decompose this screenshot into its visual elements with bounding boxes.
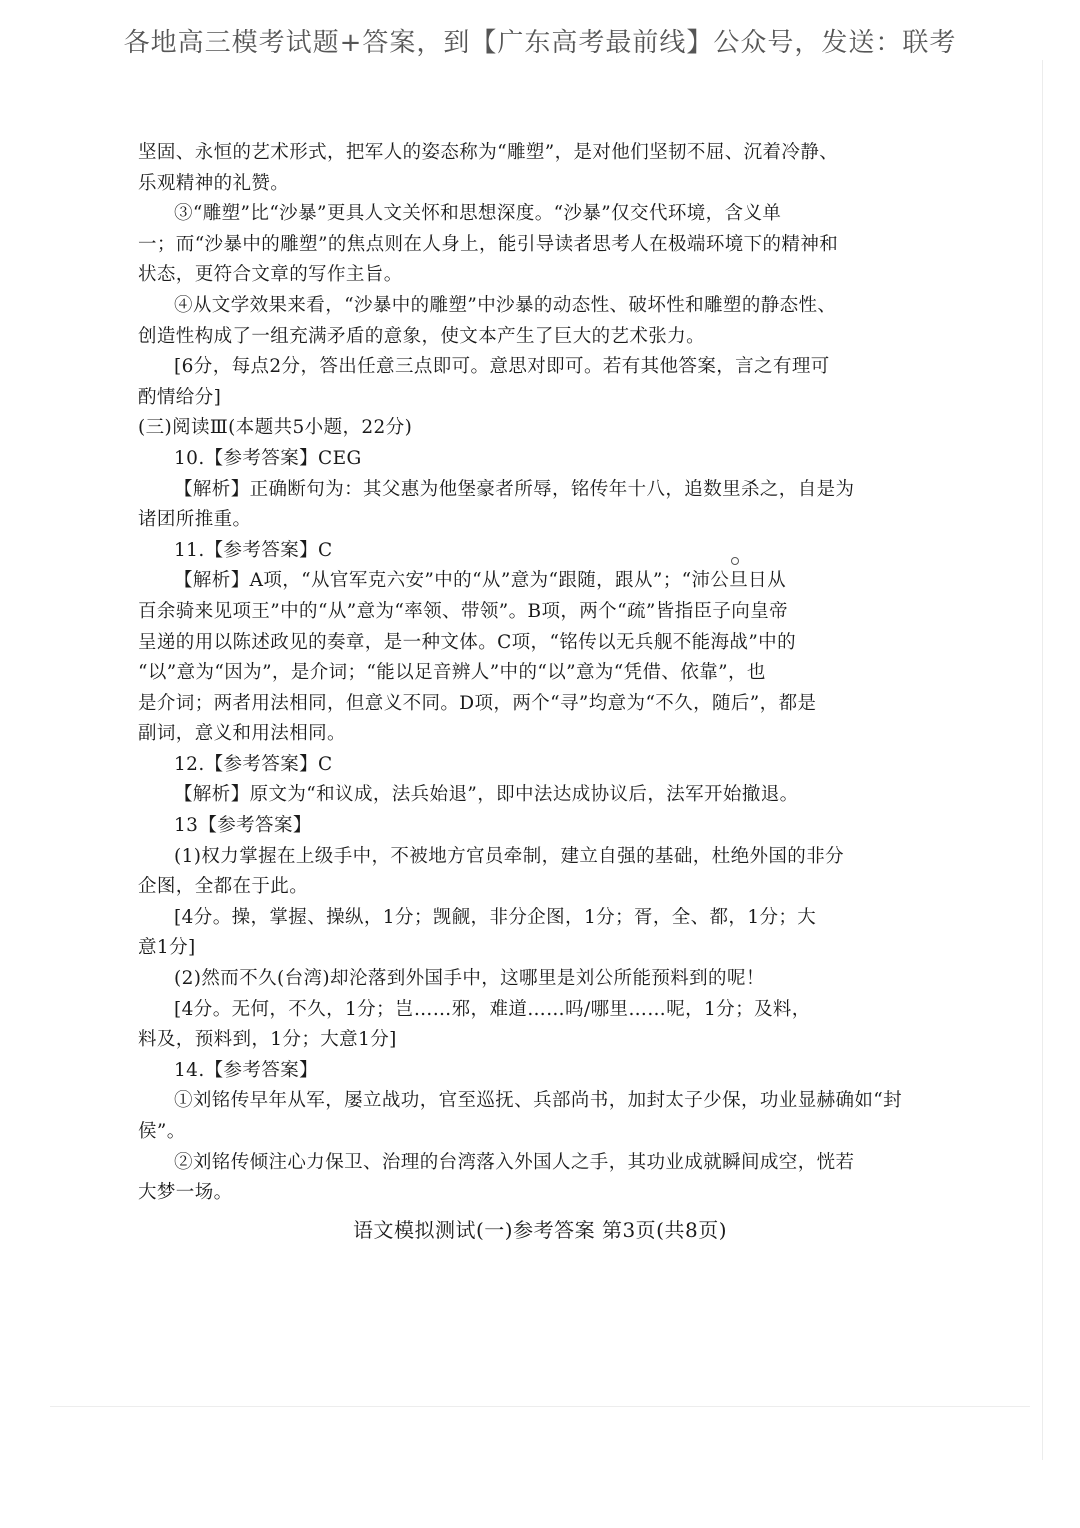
analysis-line: 【解析】正确断句为：其父惠为他堡豪者所辱，铭传年十八，追数里杀之，自是为: [174, 478, 855, 500]
scoring-note: 意1分]: [138, 937, 196, 959]
body-line: 一；而“沙暴中的雕塑”的焦点则在人身上，能引导读者思考人在极端环境下的精神和: [138, 233, 839, 255]
analysis-line: 【解析】原文为“和议成，法兵始退”，即中法达成协议后，法军开始撤退。: [174, 784, 799, 806]
analysis-line: 副词，意义和用法相同。: [138, 723, 346, 745]
answer-point: ①刘铭传早年从军，屡立战功，官至巡抚、兵部尚书，加封太子少保，功业显赫确如“封: [174, 1090, 903, 1112]
analysis-line: 【解析】A项，“从官军克六安”中的“从”意为“跟随，跟从”；“沛公旦日从: [174, 570, 786, 592]
analysis-line: 百余骑来见项王”中的“从”意为“率领、带领”。B项，两个“疏”皆指臣子向皇帝: [138, 600, 789, 622]
scan-edge-bottom: [50, 1406, 1030, 1407]
answer-heading-14: 14.【参考答案】: [174, 1059, 319, 1081]
scan-mark: [731, 557, 739, 565]
body-line: ④从文学效果来看，“沙暴中的雕塑”中沙暴的动态性、破坏性和雕塑的静态性、: [174, 294, 837, 316]
section-heading: (三)阅读Ⅲ(本题共5小题，22分): [138, 417, 413, 439]
body-line: 状态，更符合文章的写作主旨。: [138, 264, 403, 286]
scoring-note: [6分，每点2分，答出任意三点即可。意思对即可。若有其他答案，言之有理可: [174, 356, 830, 378]
scoring-note: [4分。无何，不久，1分；岂……邪，难道……吗/哪里……呢，1分；及料，: [174, 998, 811, 1020]
answer-heading-13: 13【参考答案】: [174, 815, 312, 837]
scoring-note: 料及，预料到，1分；大意1分]: [138, 1029, 397, 1051]
page-footer: 语文模拟测试(一)参考答案 第3页(共8页): [352, 1218, 728, 1242]
answer-heading-11: 11.【参考答案】C: [174, 539, 333, 561]
translation-line: (1)权力掌握在上级手中，不被地方官员牵制，建立自强的基础，杜绝外国的非分: [174, 845, 845, 867]
body-line: 坚固、永恒的艺术形式，把军人的姿态称为“雕塑”，是对他们坚韧不屈、沉着冷静、: [138, 142, 839, 163]
answer-heading-10: 10.【参考答案】CEG: [174, 447, 362, 469]
translation-line: 企图，全都在于此。: [138, 876, 309, 898]
body-line: ③“雕塑”比“沙暴”更具人文关怀和思想深度。“沙暴”仅交代环境，含义单: [174, 203, 782, 225]
body-line: 创造性构成了一组充满矛盾的意象，使文本产生了巨大的艺术张力。: [138, 325, 706, 347]
scoring-note: [4分。操，掌握、操纵，1分；觊觎，非分企图，1分；胥，全、都，1分；大: [174, 906, 817, 928]
analysis-line: “以”意为“因为”，是介词；“能以足音辨人”中的“以”意为“凭借、依靠”，也: [138, 662, 766, 684]
answer-point: ②刘铭传倾注心力保卫、治理的台湾落入外国人之手，其功业成就瞬间成空，恍若: [174, 1151, 855, 1173]
answer-point: 大梦一场。: [138, 1182, 233, 1204]
scan-edge-right: [1042, 60, 1043, 1460]
analysis-line: 诸团所推重。: [138, 509, 252, 531]
body-line: 乐观精神的礼赞。: [138, 172, 290, 194]
translation-line: (2)然而不久(台湾)却沦落到外国手中，这哪里是刘公所能预料到的呢！: [174, 968, 765, 990]
answer-heading-12: 12.【参考答案】C: [174, 753, 333, 775]
analysis-line: 呈递的用以陈述政见的奏章，是一种文体。C项，“铭传以无兵舰不能海战”中的: [138, 631, 796, 653]
answer-point: 侯”。: [138, 1121, 186, 1142]
analysis-line: 是介词；两者用法相同，但意义不同。D项，两个“寻”均意为“不久，随后”，都是: [138, 692, 817, 714]
banner-text: 各地高三模考试题+答案，到【广东高考最前线】公众号，发送：联考: [123, 28, 957, 58]
scoring-note: 酌情给分]: [138, 386, 222, 408]
answer-body: [138, 138, 938, 1209]
